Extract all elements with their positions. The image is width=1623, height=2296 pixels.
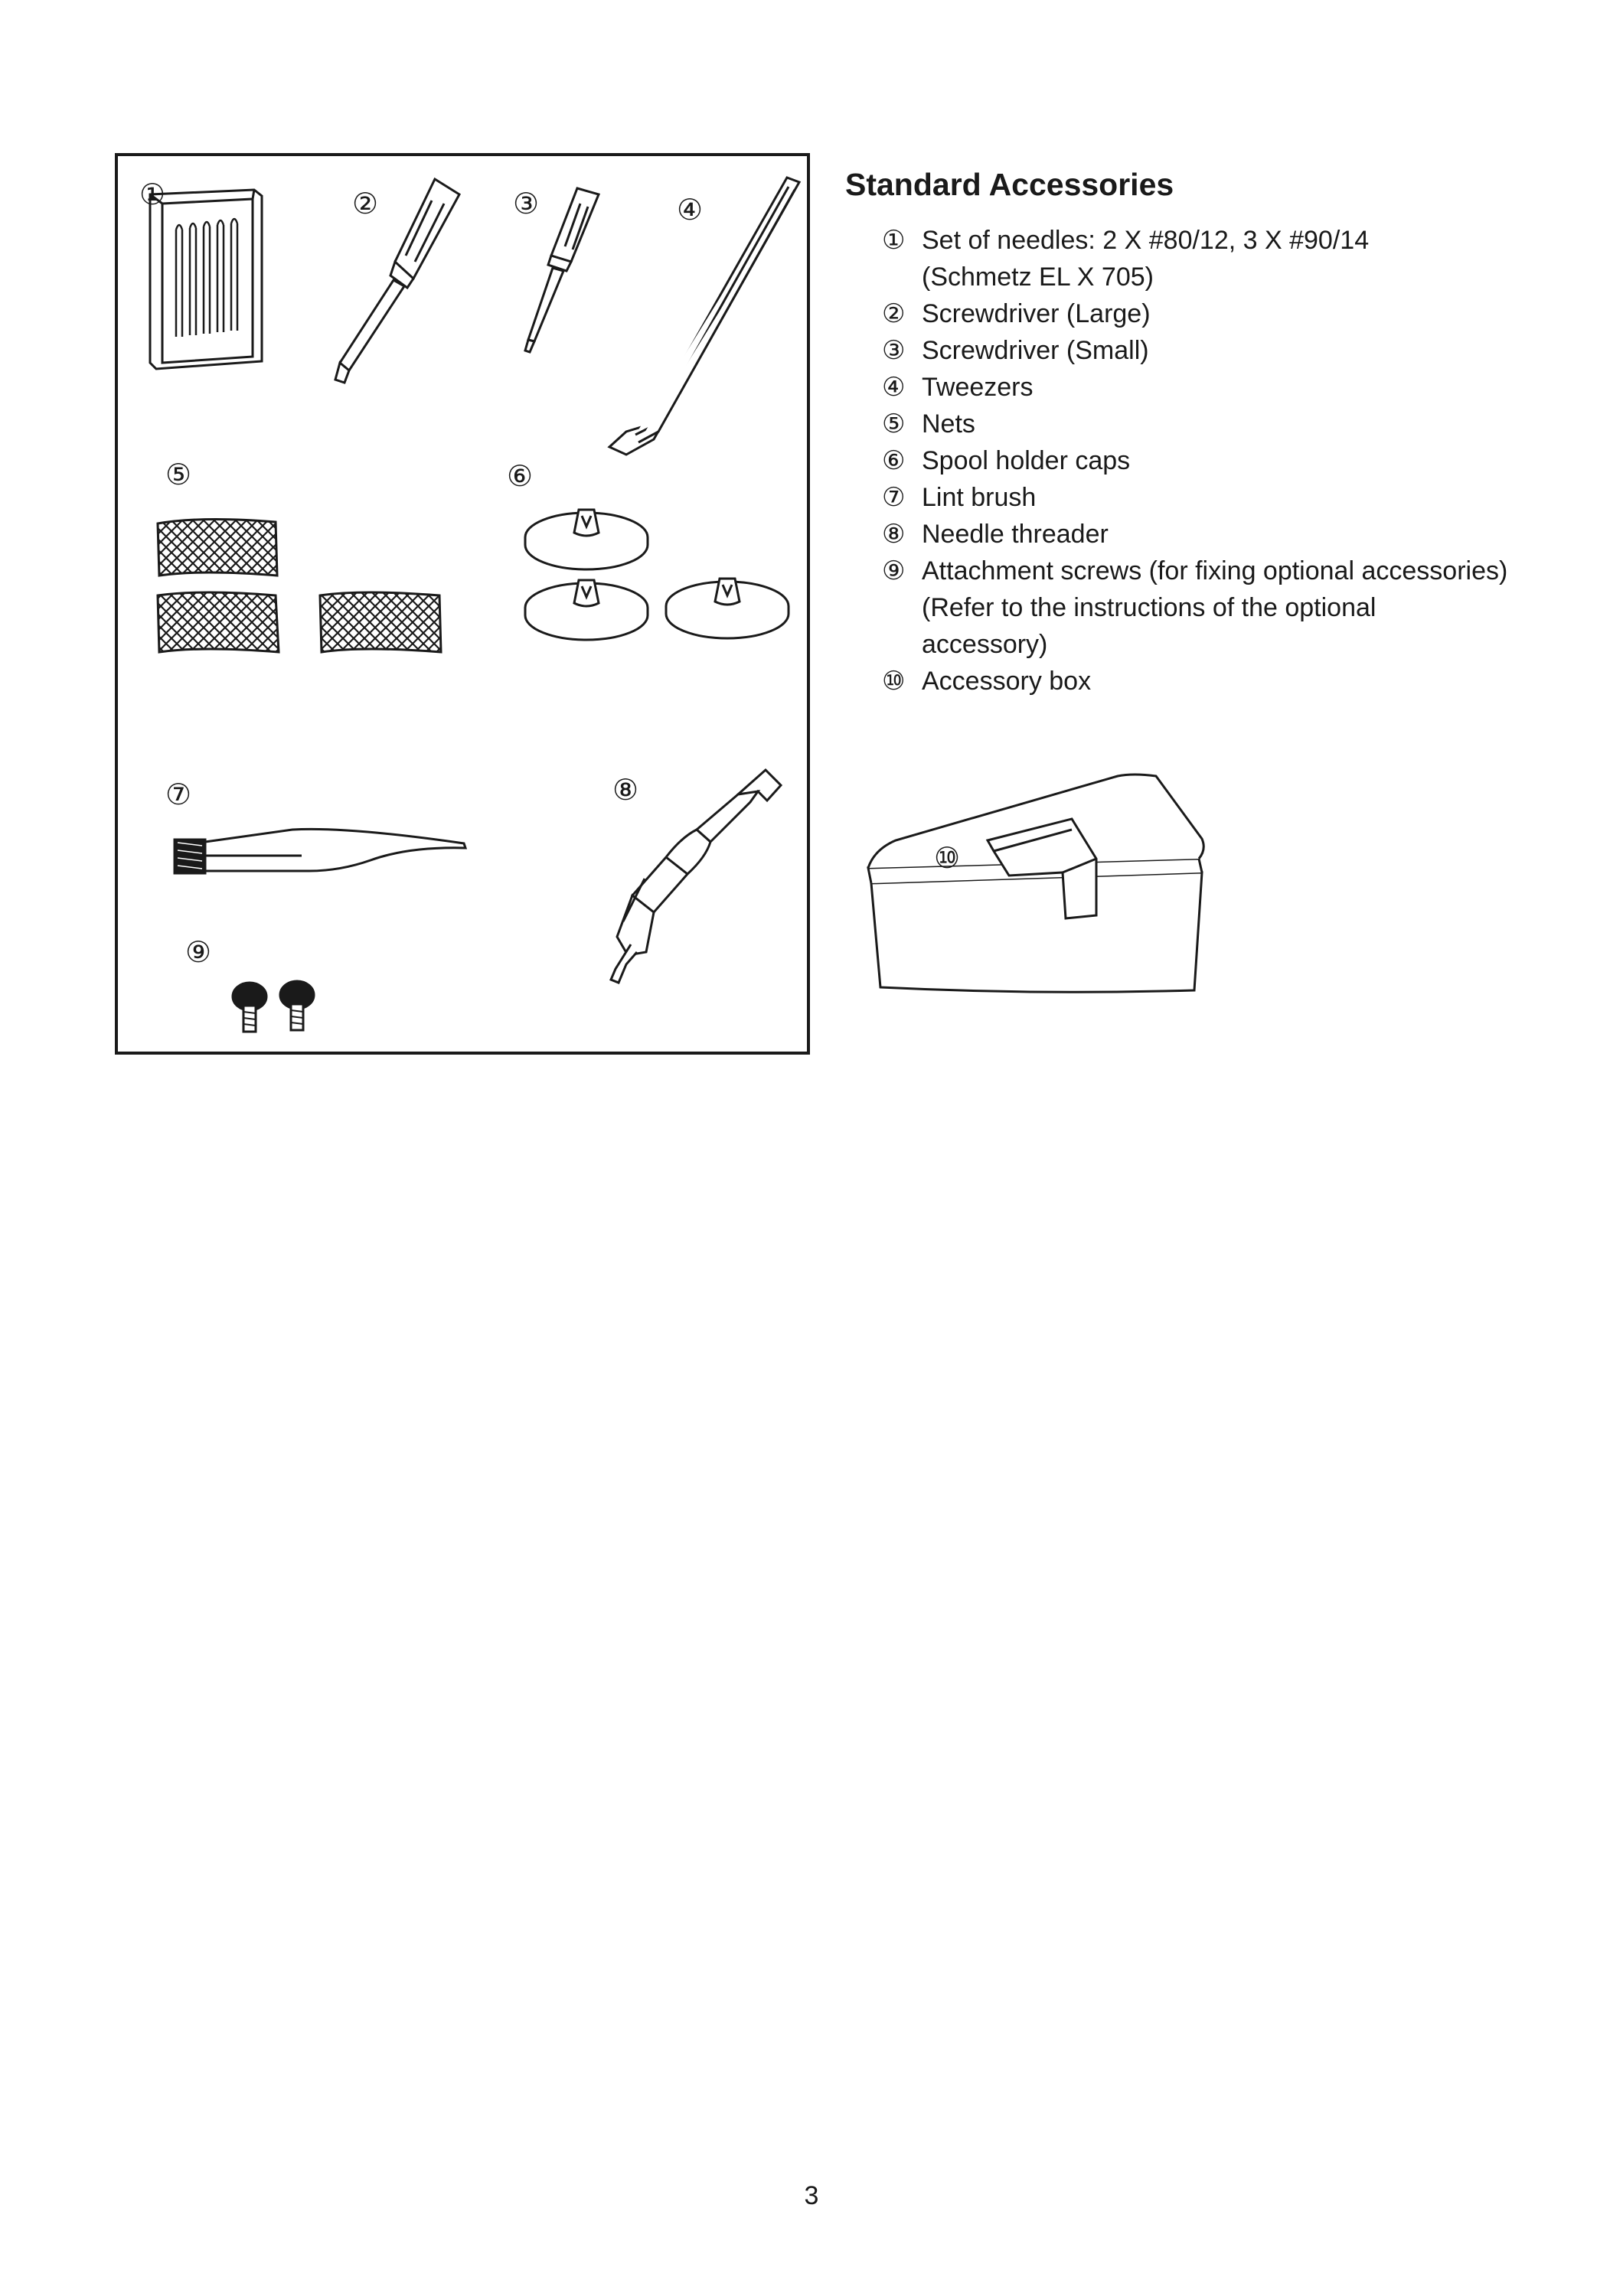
marker-lint-brush: ⑦ xyxy=(165,779,192,811)
item-text: Spool holder caps xyxy=(922,446,1131,475)
accessory-box-icon xyxy=(865,765,1233,1010)
item-marker: ① xyxy=(882,226,906,255)
tweezers-icon xyxy=(609,178,799,455)
item-marker: ⑩ xyxy=(882,667,906,696)
item-marker: ⑤ xyxy=(882,409,906,439)
list-item xyxy=(882,663,1507,700)
item-marker: ② xyxy=(882,299,906,328)
accessory-box-illustration xyxy=(865,765,1233,1014)
item-marker: ③ xyxy=(882,336,906,365)
item-text: Lint brush xyxy=(922,483,1037,512)
item-marker: ⑧ xyxy=(882,520,906,549)
item-text: Set of needles: 2 X #80/12, 3 X #90/14 xyxy=(922,226,1370,255)
marker-needles: ① xyxy=(139,179,166,211)
list-item xyxy=(882,553,1507,663)
spool-holder-caps-icon xyxy=(525,510,789,640)
list-item xyxy=(882,516,1507,553)
list-item xyxy=(882,295,1507,332)
list-item xyxy=(882,406,1507,442)
section-title: Standard Accessories xyxy=(845,167,1174,202)
item-marker: ⑦ xyxy=(882,483,906,512)
item-text: Attachment screws (for fixing optional accessories) xyxy=(922,556,1508,585)
nets-icon xyxy=(158,519,441,652)
lint-brush-icon xyxy=(175,829,465,873)
item-text: (Schmetz EL X 705) xyxy=(922,263,1154,292)
list-item xyxy=(882,442,1507,479)
item-text: accessory) xyxy=(922,630,1048,659)
marker-screws: ⑨ xyxy=(185,937,212,969)
item-marker: ④ xyxy=(882,373,906,402)
item-text: Screwdriver (Large) xyxy=(922,299,1151,328)
item-text: Needle threader xyxy=(922,520,1109,549)
attachment-screws-icon xyxy=(233,981,314,1032)
marker-spool-caps: ⑥ xyxy=(507,461,534,493)
item-text: Tweezers xyxy=(922,373,1034,402)
item-marker: ⑥ xyxy=(882,446,906,475)
marker-tweezers: ④ xyxy=(677,194,704,227)
item-text: Screwdriver (Small) xyxy=(922,336,1149,365)
item-marker: ⑨ xyxy=(882,556,906,585)
accessory-list xyxy=(882,222,1507,700)
marker-nets: ⑤ xyxy=(165,459,192,491)
list-item xyxy=(882,222,1507,295)
accessories-illustration xyxy=(118,156,807,1052)
needle-pack-icon xyxy=(150,190,262,369)
list-item xyxy=(882,479,1507,516)
marker-small-screwdriver: ③ xyxy=(513,188,540,220)
item-text: Nets xyxy=(922,409,975,439)
marker-large-screwdriver: ② xyxy=(352,188,379,220)
item-text: Accessory box xyxy=(922,667,1092,696)
item-text: (Refer to the instructions of the optional xyxy=(922,593,1376,622)
marker-accessory-box: ⑩ xyxy=(934,843,961,875)
page-number: 3 xyxy=(804,2181,819,2210)
accessories-illustration-panel xyxy=(115,153,810,1055)
marker-needle-threader: ⑧ xyxy=(612,775,639,807)
list-item xyxy=(882,332,1507,369)
list-item xyxy=(882,369,1507,406)
